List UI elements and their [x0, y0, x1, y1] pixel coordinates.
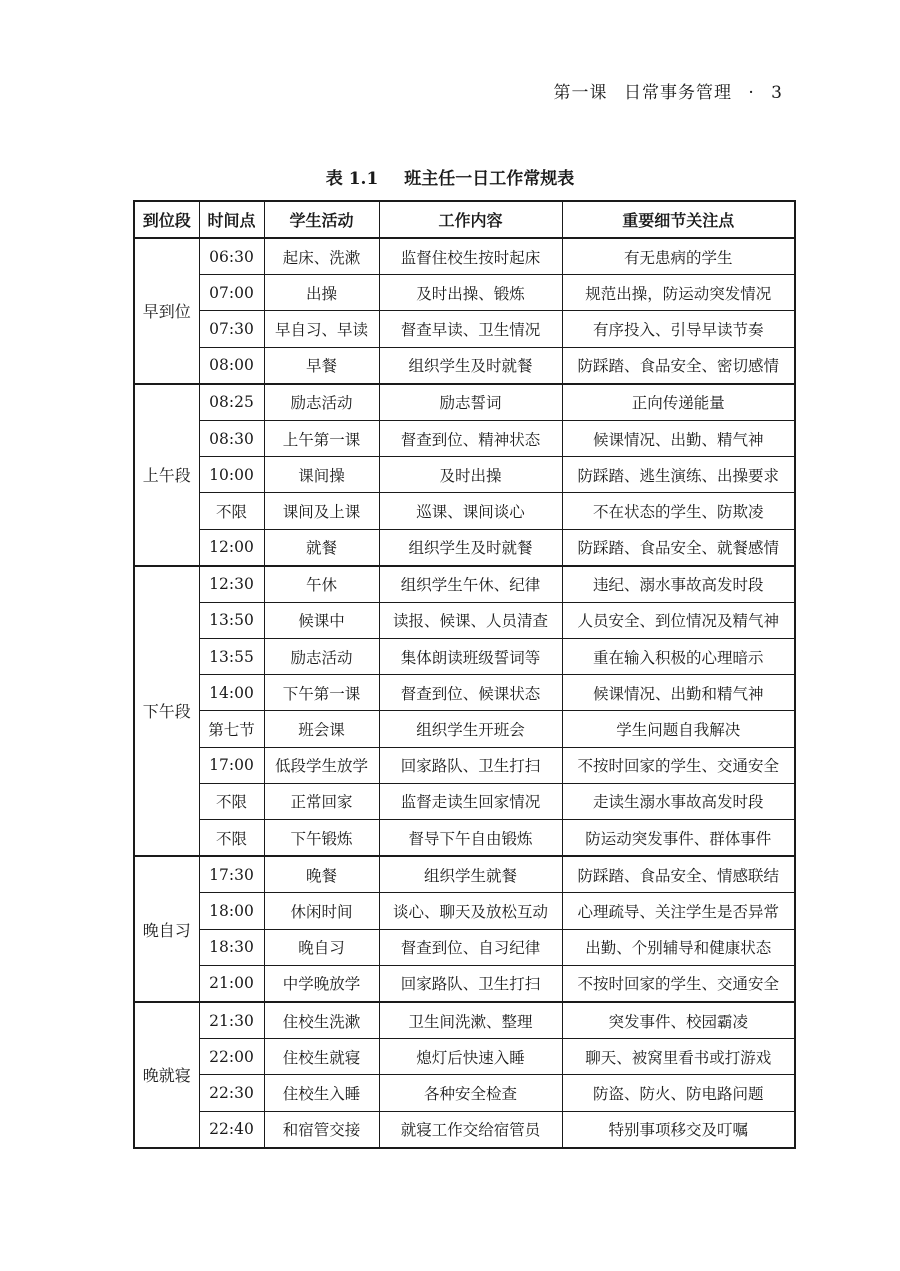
cell-time: 22:00 — [199, 1039, 264, 1075]
cell-time: 17:00 — [199, 747, 264, 783]
cell-activity: 下午第一课 — [264, 675, 379, 711]
table-row — [134, 420, 795, 456]
table-body — [134, 238, 795, 1148]
cell-work: 谈心、聊天及放松互动 — [379, 893, 562, 929]
table-row — [134, 965, 795, 1002]
cell-activity: 休闲时间 — [264, 893, 379, 929]
cell-work: 组织学生午休、纪律 — [379, 566, 562, 603]
cell-activity: 励志活动 — [264, 384, 379, 421]
cell-work: 监督住校生按时起床 — [379, 238, 562, 275]
cell-time: 07:00 — [199, 275, 264, 311]
cell-focus: 学生问题自我解决 — [562, 711, 795, 747]
cell-activity: 起床、洗漱 — [264, 238, 379, 275]
cell-focus: 防踩踏、逃生演练、出操要求 — [562, 457, 795, 493]
cell-focus: 走读生溺水事故高发时段 — [562, 783, 795, 819]
cell-focus: 防踩踏、食品安全、就餐感情 — [562, 529, 795, 566]
cell-work: 回家路队、卫生打扫 — [379, 965, 562, 1002]
table-row — [134, 311, 795, 347]
cell-time: 第七节 — [199, 711, 264, 747]
segment-cell: 晚就寝 — [134, 1002, 199, 1148]
cell-focus: 重在输入积极的心理暗示 — [562, 639, 795, 675]
cell-activity: 早餐 — [264, 347, 379, 384]
cell-activity: 和宿管交接 — [264, 1111, 379, 1148]
cell-activity: 课间及上课 — [264, 493, 379, 529]
cell-activity: 中学晚放学 — [264, 965, 379, 1002]
header-lesson: 第一课 — [553, 83, 608, 103]
cell-focus: 候课情况、出勤和精气神 — [562, 675, 795, 711]
cell-activity: 低段学生放学 — [264, 747, 379, 783]
cell-work: 监督走读生回家情况 — [379, 783, 562, 819]
cell-work: 组织学生及时就餐 — [379, 347, 562, 384]
cell-focus: 正向传递能量 — [562, 384, 795, 421]
cell-focus: 不按时回家的学生、交通安全 — [562, 747, 795, 783]
column-header-time: 时间点 — [199, 201, 264, 238]
cell-time: 22:30 — [199, 1075, 264, 1111]
cell-focus: 防盗、防火、防电路问题 — [562, 1075, 795, 1111]
table-row — [134, 929, 795, 965]
table-caption — [0, 164, 900, 189]
table-row — [134, 1002, 795, 1039]
cell-work: 就寝工作交给宿管员 — [379, 1111, 562, 1148]
table-row — [134, 457, 795, 493]
cell-time: 22:40 — [199, 1111, 264, 1148]
cell-focus: 心理疏导、关注学生是否异常 — [562, 893, 795, 929]
table-row — [134, 384, 795, 421]
table-row — [134, 783, 795, 819]
cell-work: 督查到位、候课状态 — [379, 675, 562, 711]
table-row — [134, 639, 795, 675]
cell-activity: 出操 — [264, 275, 379, 311]
cell-activity: 住校生洗漱 — [264, 1002, 379, 1039]
table-row — [134, 602, 795, 638]
cell-focus: 人员安全、到位情况及精气神 — [562, 602, 795, 638]
cell-work: 回家路队、卫生打扫 — [379, 747, 562, 783]
cell-work: 组织学生开班会 — [379, 711, 562, 747]
routine-table — [133, 200, 796, 1149]
cell-time: 07:30 — [199, 311, 264, 347]
cell-time: 12:30 — [199, 566, 264, 603]
cell-work: 各种安全检查 — [379, 1075, 562, 1111]
cell-focus: 防踩踏、食品安全、情感联结 — [562, 856, 795, 893]
page-number: 3 — [771, 83, 783, 103]
cell-time: 21:00 — [199, 965, 264, 1002]
cell-focus: 有序投入、引导早读节奏 — [562, 311, 795, 347]
column-header-focus: 重要细节关注点 — [562, 201, 795, 238]
cell-time: 不限 — [199, 820, 264, 857]
cell-activity: 下午锻炼 — [264, 820, 379, 857]
cell-work: 熄灯后快速入睡 — [379, 1039, 562, 1075]
cell-work: 督查早读、卫生情况 — [379, 311, 562, 347]
cell-activity: 住校生就寝 — [264, 1039, 379, 1075]
table-row — [134, 1039, 795, 1075]
cell-time: 10:00 — [199, 457, 264, 493]
cell-work: 督查到位、自习纪律 — [379, 929, 562, 965]
cell-focus: 防踩踏、食品安全、密切感情 — [562, 347, 795, 384]
cell-work: 督导下午自由锻炼 — [379, 820, 562, 857]
cell-time: 08:30 — [199, 420, 264, 456]
cell-time: 18:30 — [199, 929, 264, 965]
cell-activity: 班会课 — [264, 711, 379, 747]
cell-focus: 特别事项移交及叮嘱 — [562, 1111, 795, 1148]
table-row — [134, 747, 795, 783]
cell-time: 21:30 — [199, 1002, 264, 1039]
cell-time: 08:25 — [199, 384, 264, 421]
table-row — [134, 893, 795, 929]
cell-work: 卫生间洗漱、整理 — [379, 1002, 562, 1039]
cell-focus: 违纪、溺水事故高发时段 — [562, 566, 795, 603]
segment-cell: 晚自习 — [134, 856, 199, 1002]
cell-activity: 住校生入睡 — [264, 1075, 379, 1111]
cell-work: 巡课、课间谈心 — [379, 493, 562, 529]
cell-activity: 就餐 — [264, 529, 379, 566]
cell-activity: 上午第一课 — [264, 420, 379, 456]
cell-time: 不限 — [199, 493, 264, 529]
cell-time: 18:00 — [199, 893, 264, 929]
cell-work: 集体朗读班级誓词等 — [379, 639, 562, 675]
cell-time: 06:30 — [199, 238, 264, 275]
cell-work: 及时出操、锻炼 — [379, 275, 562, 311]
table-row — [134, 820, 795, 857]
cell-work: 及时出操 — [379, 457, 562, 493]
segment-cell: 上午段 — [134, 384, 199, 566]
running-header — [554, 78, 793, 103]
cell-activity: 候课中 — [264, 602, 379, 638]
cell-activity: 早自习、早读 — [264, 311, 379, 347]
segment-cell: 下午段 — [134, 566, 199, 857]
cell-time: 13:50 — [199, 602, 264, 638]
cell-work: 读报、候课、人员清查 — [379, 602, 562, 638]
table-row — [134, 1075, 795, 1111]
cell-work: 组织学生就餐 — [379, 856, 562, 893]
cell-focus: 突发事件、校园霸凌 — [562, 1002, 795, 1039]
cell-focus: 有无患病的学生 — [562, 238, 795, 275]
table-row — [134, 347, 795, 384]
header-topic: 日常事务管理 — [623, 83, 732, 103]
column-header-work: 工作内容 — [379, 201, 562, 238]
cell-focus: 规范出操，防运动突发情况 — [562, 275, 795, 311]
cell-activity: 课间操 — [264, 457, 379, 493]
table-row — [134, 493, 795, 529]
cell-focus: 聊天、被窝里看书或打游戏 — [562, 1039, 795, 1075]
cell-time: 14:00 — [199, 675, 264, 711]
table-row — [134, 275, 795, 311]
cell-work: 组织学生及时就餐 — [379, 529, 562, 566]
cell-time: 08:00 — [199, 347, 264, 384]
cell-activity: 午休 — [264, 566, 379, 603]
header-separator: · — [748, 83, 755, 103]
table-title: 班主任一日工作常规表 — [404, 169, 575, 189]
cell-activity: 正常回家 — [264, 783, 379, 819]
segment-cell: 早到位 — [134, 238, 199, 384]
cell-time: 13:55 — [199, 639, 264, 675]
cell-activity: 励志活动 — [264, 639, 379, 675]
cell-time: 17:30 — [199, 856, 264, 893]
table-row — [134, 856, 795, 893]
cell-activity: 晚自习 — [264, 929, 379, 965]
cell-activity: 晚餐 — [264, 856, 379, 893]
table-row — [134, 711, 795, 747]
cell-focus: 不按时回家的学生、交通安全 — [562, 965, 795, 1002]
table-row — [134, 675, 795, 711]
cell-work: 励志誓词 — [379, 384, 562, 421]
table-row — [134, 566, 795, 603]
cell-work: 督查到位、精神状态 — [379, 420, 562, 456]
cell-focus: 候课情况、出勤、精气神 — [562, 420, 795, 456]
column-header-activity: 学生活动 — [264, 201, 379, 238]
cell-focus: 防运动突发事件、群体事件 — [562, 820, 795, 857]
table-row — [134, 529, 795, 566]
cell-time: 12:00 — [199, 529, 264, 566]
table-row — [134, 238, 795, 275]
table-row — [134, 1111, 795, 1148]
table-number: 表 1.1 — [325, 169, 379, 189]
cell-focus: 不在状态的学生、防欺凌 — [562, 493, 795, 529]
cell-time: 不限 — [199, 783, 264, 819]
cell-focus: 出勤、个别辅导和健康状态 — [562, 929, 795, 965]
table-header-row — [134, 201, 795, 238]
column-header-segment: 到位段 — [134, 201, 199, 238]
